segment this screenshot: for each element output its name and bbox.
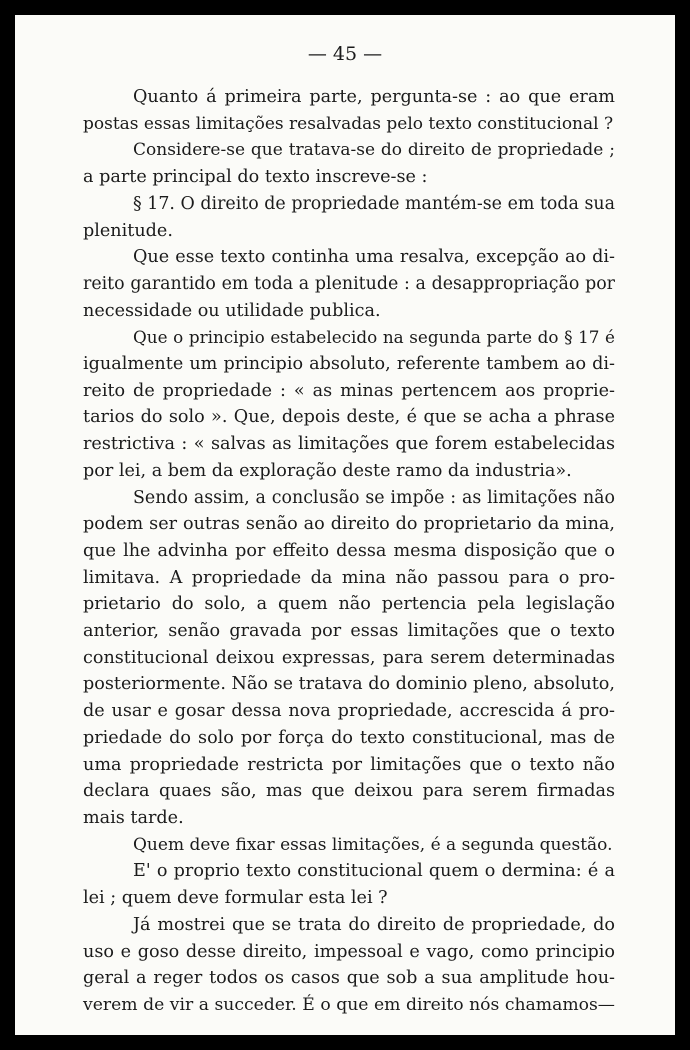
text-line: posteriormente. Não se tratava do dominio pleno, absoluto, [83,674,615,695]
text-line: reito garantido em toda a plenitude : a desappropriação por [83,273,615,294]
text-line: mais tarde. [83,807,184,828]
text-line: verem de vir a succeder. É o que em direito nós chamamos— [83,994,615,1015]
text-line: prietario do solo, a quem não pertencia pela legislação [83,594,615,615]
text-line: que lhe advinha por effeito dessa mesma disposição que o [83,540,615,561]
text-line: Que o principio estabelecido na segunda parte do § 17 é [133,327,615,348]
text-line: a parte principal do texto inscreve-se : [83,167,428,188]
text-line: lei ; quem deve formular esta lei ? [83,888,388,909]
text-line: geral a reger todos os casos que sob a sua amplitude hou- [83,968,615,989]
text-line: tarios do solo ». Que, depois deste, é que se acha a phrase [83,407,615,428]
text-line: de usar e gosar dessa nova propriedade, accrescida á pro- [83,701,615,722]
text-line: uso e goso desse direito, impessoal e vago, como principio [83,941,615,962]
text-line: podem ser outras senão ao direito do proprietario da mina, [83,514,615,535]
text-line: constitucional deixou expressas, para serem determinadas [83,647,615,668]
text-line: restrictiva : « salvas as limitações que forem estabelecidas [83,434,615,455]
text-line: Sendo assim, a conclusão se impõe : as limitações não [133,487,615,508]
text-line: plenitude. [83,220,173,241]
body-text [83,84,615,1019]
text-line: priedade do solo por força do texto constitucional, mas de [83,727,615,748]
page-number: — 45 — [307,43,383,65]
text-line: Que esse texto continha uma resalva, excepção ao di- [133,247,615,268]
text-line: limitava. A propriedade da mina não passou para o pro- [83,567,615,588]
text-line: E' o proprio texto constitucional quem o dermina: é a [133,861,615,882]
text-line: igualmente um principio absoluto, referente tambem ao di- [83,354,615,375]
text-line: § 17. O direito de propriedade mantém-se em toda sua [133,193,615,214]
text-line: Considere-se que tratava-se do direito de propriedade ; [133,140,615,161]
text-line: necessidade ou utilidade publica. [83,300,381,321]
text-line: Quanto á primeira parte, pergunta-se : ao que eram [133,87,615,107]
text-line: anterior, senão gravada por essas limitações que o texto [83,621,615,642]
text-line: postas essas limitações resalvadas pelo texto constitucional ? [83,113,614,134]
text-line: Já mostrei que se trata do direito de propriedade, do [133,914,615,935]
text-line: Quem deve fixar essas limitações, é a segunda questão. [133,834,613,855]
text-line: uma propriedade restricta por limitações que o texto não [83,754,615,775]
text-line: declara quaes são, mas que deixou para serem firmadas [83,781,615,802]
text-line: reito de propriedade : « as minas pertencem aos proprie- [83,380,615,401]
book-page [15,15,675,1035]
text-line: por lei, a bem da exploração deste ramo da industria». [83,460,572,481]
